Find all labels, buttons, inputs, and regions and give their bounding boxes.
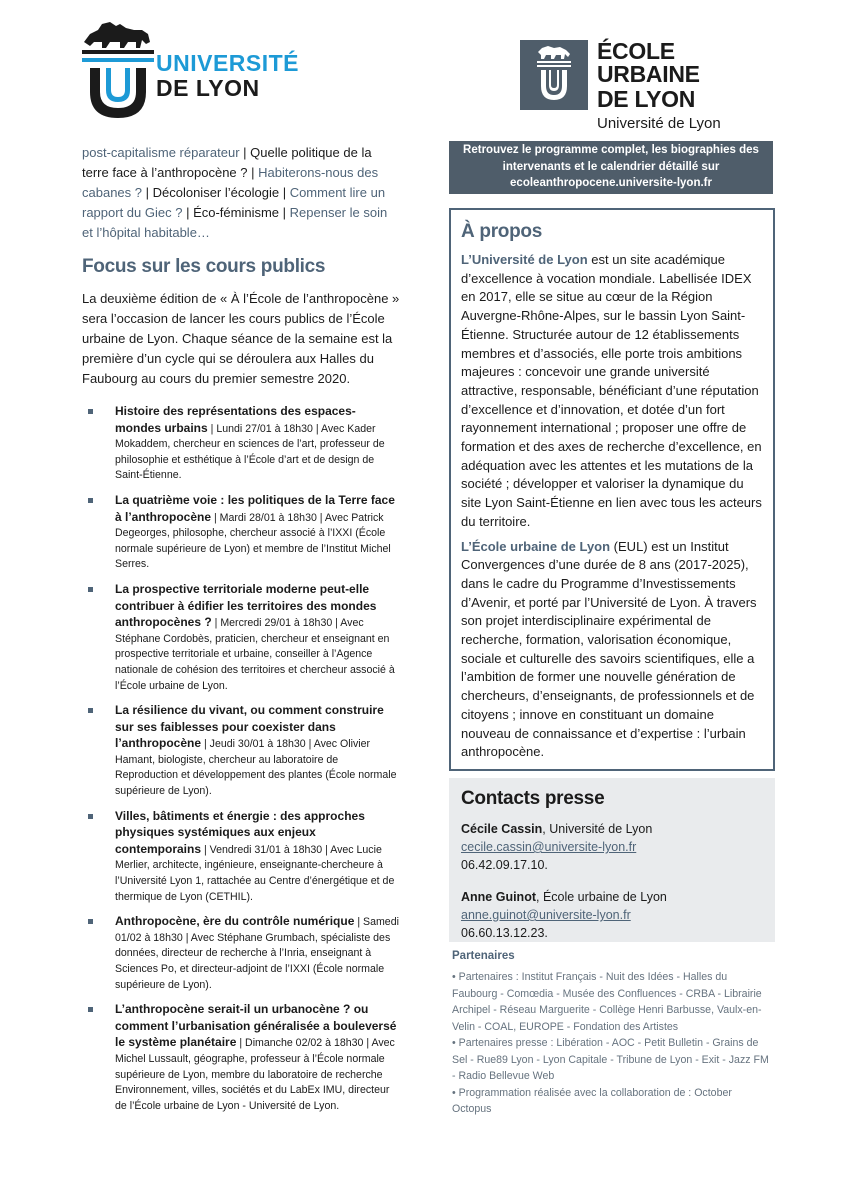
partners-item: • Partenaires presse : Libération - AOC - Petit Bulletin - Grains de Sel - Rue89 Lyon - Lyon Capitale - Tribune de Lyon - Exit - Jazz FM - Radio Bellevue Web: [452, 1037, 769, 1082]
course-details: | Samedi 01/02 à 18h30 | Avec Stéphane Grumbach, spécialiste des données, directeur de recherche à l’Inria, enseignant à Sciences Po, et directeur-adjoint de l’IXXI (École normale supérieure de Lyon).: [115, 916, 399, 991]
course-title: La quatrième voie : les politiques de la Terre face à l’anthropocène: [115, 492, 395, 524]
course-title: La résilience du vivant, ou comment construire sur ses faiblesses pour coexister dans l’anthropocène: [115, 703, 384, 751]
ul-logo-line2: DE LYON: [156, 75, 260, 101]
contact-2-org: , École urbaine de Lyon: [536, 890, 667, 904]
eul-logo-line2: DE LYON: [597, 86, 696, 112]
course-title: Histoire des représentations des espaces-mondes urbains: [115, 404, 356, 435]
topic-text: |: [239, 145, 251, 160]
square-bullet-icon: [88, 814, 93, 819]
apropos-p2-text: (EUL) est un Institut Convergences d’une durée de 8 ans (2017-2025), dans le cadre du Programme d’Investissements d’Avenir, et porté par l’Université de Lyon. À travers son projet interdisciplinaire expérimental de recherche, formation, valorisation économique, sociale et culturelle des savoirs scientifiques, elle a l’ambition de former une nouvelle génération de chercheurs, d’enseignants, de professionnels et de citoyens ; innove en constituant un domaine nouveau de connaissance et d’expertise : l’urbain anthropocène.: [461, 538, 757, 760]
focus-heading: Focus sur les cours publics: [82, 256, 326, 277]
partners-heading: Partenaires: [452, 950, 515, 962]
apropos-box: [449, 208, 775, 771]
course-item: [82, 404, 400, 484]
partners-item: • Programmation réalisée avec la collaboration de : October Octopus: [452, 1086, 732, 1115]
eul-logo-line3: Université de Lyon: [597, 115, 721, 132]
topic-text: Quelle politique de la terre face à l’anthropocène ?: [82, 145, 372, 180]
course-title: La prospective territoriale moderne peut-elle contribuer à édifier les territoires des mondes anthropocènes ?: [115, 581, 377, 630]
square-bullet-icon: [88, 409, 93, 414]
partners-item: • Partenaires : Institut Français - Nuit des Idées - Halles du Faubourg - Comœdia - Musée des Confluences - CRBA - Librairie Archipel - Réseau Marguerite - Collège Henri Barbusse, Vaulx-en-Velin - COAL, EUROPE - Fondation des Artistes: [452, 971, 762, 1033]
course-item: [82, 582, 400, 694]
square-bullet-icon: [88, 919, 93, 924]
topic-text: Éco-féminisme: [193, 205, 280, 220]
left-column: [82, 143, 400, 1123]
topic-highlight: Repenser le soin et l’hôpital habitable…: [82, 205, 388, 240]
apropos-p1-text: est un site académique d’excellence à vocation mondiale. Labellisée IDEX en 2017, elle se situe au cœur de la Région Auvergne-Rhône-Alpes, sur le bassin Lyon Saint-Étienne. Structurée autour de 12 établissements membres et d’associés, elle porte trois ambitions majeures : concevoir une grande université attractive, responsable, bénéficiant d’une réputation d’excellence et d’innovation, et dotée d’un fort rayonnement international ; proposer une offre de formation et des axes de recherche d’excellence, en adéquation avec les attentes et les mutations de la société ; développer et valoriser la dynamique du site Lyon Saint-Étienne en lien avec tous les acteurs du territoire.: [461, 252, 762, 529]
partners-section: [452, 950, 770, 1118]
topic-text: |: [279, 185, 290, 200]
contact-1-phone: 06.42.09.17.10.: [461, 858, 548, 872]
topic-text: |: [142, 185, 153, 200]
course-title: Villes, bâtiments et énergie : des approches physiques systémiques aux enjeux contemporains: [115, 808, 365, 856]
course-item: [82, 703, 400, 800]
program-banner: Retrouvez le programme complet, les biographies des intervenants et le calendrier détaillé sur ecoleanthropocene.universite-lyon.fr: [449, 141, 773, 194]
contact-2-phone: 06.60.13.12.23.: [461, 926, 548, 940]
topic-text: |: [247, 165, 259, 180]
courses-list: [82, 404, 400, 1114]
contact-1-name: Cécile Cassin: [461, 822, 543, 836]
course-details: | Jeudi 30/01 à 18h30 | Avec Olivier Hamant, biologiste, chercheur au laboratoire de Reproduction et développement des plantes (École normale supérieure de Lyon).: [115, 738, 397, 798]
course-details: | Mercredi 29/01 à 18h30 | Avec Stéphane Cordobès, praticien, chercheur et enseignant en prospective territoriale et urbaine, conseiller à l’Agence nationale de cohésion des territoires et chercheur associé à l’École urbaine de Lyon.: [115, 617, 395, 692]
square-bullet-icon: [88, 1007, 93, 1012]
topic-highlight: post-capitalisme réparateur: [82, 145, 240, 160]
eul-logo-line1: ÉCOLE URBAINE: [597, 38, 700, 87]
course-item: [82, 809, 400, 906]
apropos-p2-lead: L’École urbaine de Lyon: [461, 538, 611, 554]
course-details: | Lundi 27/01 à 18h30 | Avec Kader Mokaddem, chercheur en sciences de l’art, professeur de philosophie et esthétique à l’École d’art et de design de Saint-Étienne.: [115, 422, 385, 482]
apropos-heading: À propos: [461, 221, 542, 242]
contact-2-name-line: [461, 888, 763, 906]
course-details: | Vendredi 31/01 à 18h30 | Avec Lucie Merlier, architecte, ingénieure, enseignante-chercheure à l’Université Lyon 1, rattachée au Centre d’énergétique et de thermique de Lyon (CETHIL).: [115, 843, 395, 903]
eul-emblem-icon: [520, 40, 588, 110]
press-contacts: [449, 778, 775, 942]
square-bullet-icon: [88, 587, 93, 592]
topic-highlight: Comment lire un rapport du Giec ?: [82, 185, 386, 220]
square-bullet-icon: [88, 498, 93, 503]
focus-intro: La deuxième édition de « À l’École de l’anthropocène » sera l’occasion de lancer les cours publics de l’École urbaine de Lyon. Chaque séance de la semaine est la première d’un cycle qui se déroulera aux Halles du Faubourg au cours du premier semestre 2020.: [82, 291, 400, 386]
course-item: [82, 493, 400, 573]
topic-text: |: [182, 205, 194, 220]
course-details: | Dimanche 02/02 à 18h30 | Avec Michel Lussault, géographe, professeur à l’École normale supérieure de Lyon, membre du laboratoire de recherche Environnement, villes, sociétés et du LabEx IMU, directeur de l’École urbaine de Lyon - Université de Lyon.: [115, 1037, 395, 1112]
topics-list: [82, 143, 400, 243]
apropos-p1-lead: L’Université de Lyon: [461, 252, 588, 267]
contacts-heading: Contacts presse: [461, 788, 605, 809]
contact-1-name-line: [461, 820, 763, 838]
universite-de-lyon-logo: [80, 18, 300, 123]
course-title: Anthropocène, ère du contrôle numérique: [115, 914, 355, 929]
course-title: L’anthropocène serait-il un urbanocène ? ou comment l’urbanisation généralisée a bouleversé le système planétaire: [115, 1002, 397, 1050]
topic-text: |: [279, 205, 290, 220]
contact-2-email-link[interactable]: anne.guinot@universite-lyon.fr: [461, 908, 631, 922]
ecole-urbaine-logo: [520, 38, 780, 132]
contact-2-name: Anne Guinot: [461, 890, 536, 904]
apropos-paragraph-1: [461, 251, 763, 532]
topic-highlight: Habiterons-nous des cabanes ?: [82, 165, 379, 200]
ul-logo-line1: UNIVERSITÉ: [156, 50, 300, 76]
apropos-paragraph-2: [461, 538, 763, 762]
lion-emblem-icon: [80, 18, 156, 123]
square-bullet-icon: [88, 708, 93, 713]
course-item: [82, 914, 400, 993]
contact-1-email-link[interactable]: cecile.cassin@universite-lyon.fr: [461, 840, 637, 854]
course-item: [82, 1002, 400, 1114]
topic-text: Décoloniser l’écologie: [152, 185, 280, 200]
contact-1-org: , Université de Lyon: [542, 822, 653, 836]
course-details: | Mardi 28/01 à 18h30 | Avec Patrick Degeorges, philosophe, chercheur associé à l’IXXI (École normale supérieure de Lyon) et membre de l’Institut Michel Serres.: [115, 511, 391, 571]
